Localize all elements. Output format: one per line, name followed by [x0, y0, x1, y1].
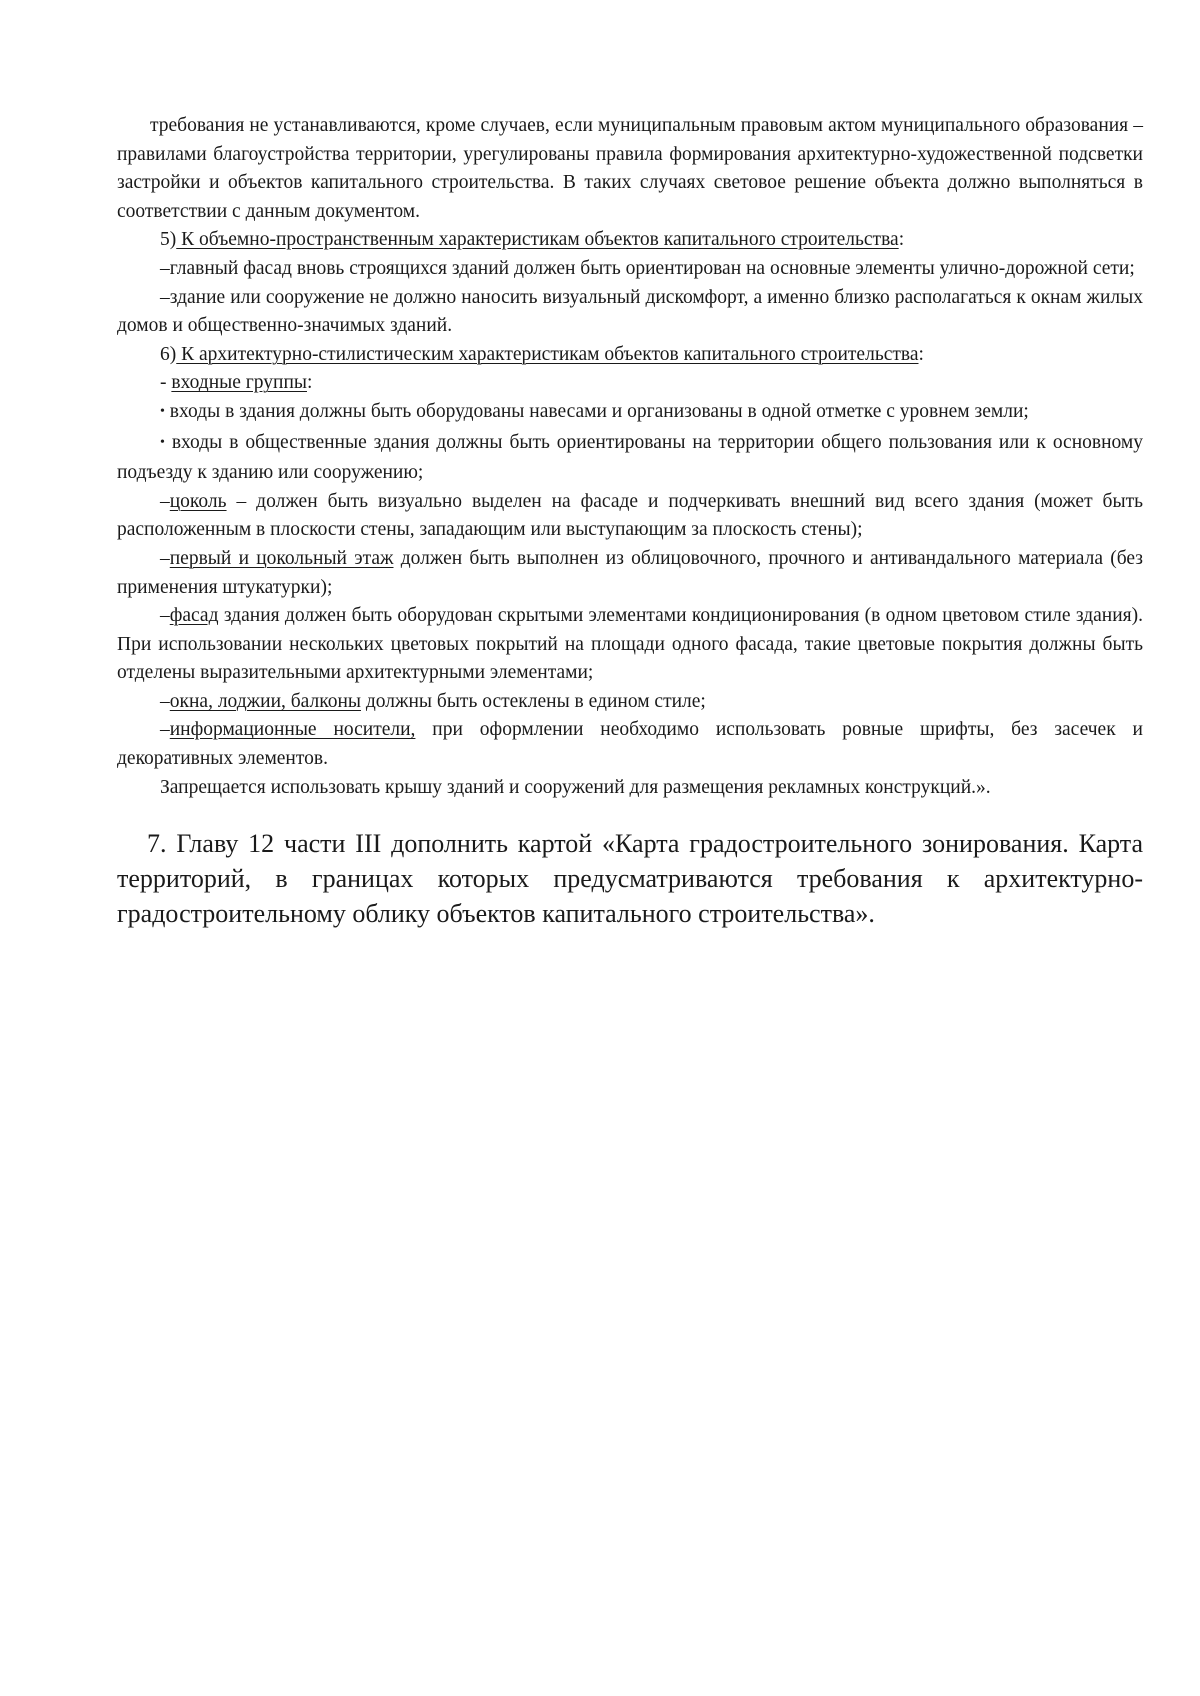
plinth-dash: –	[160, 490, 170, 512]
item-6-title: К архитектурно-стилистическим характеристикам объектов капитального строительства	[176, 343, 919, 365]
info-carriers-text: при оформлении необходимо использовать ровные шрифты, без засечек и декоративных элементов.	[117, 719, 1143, 770]
entry-groups-heading	[117, 369, 1143, 398]
windows-text: должны быть остеклены в едином стиле;	[361, 690, 706, 712]
item-6-heading	[117, 341, 1143, 370]
info-carriers-dash: –	[160, 719, 170, 741]
intro-paragraph: требования не устанавливаются, кроме случаев, если муниципальным правовым актом муниципального образования – правилами благоустройства территории, урегулированы правила формирования архитектурно-художественной подсветки застройки и объектов капитального строительства. В таких случаях световое решение объекта должно выполняться в соответствии с данным документом.	[117, 115, 1143, 222]
bullet-icon: •	[160, 434, 165, 450]
first-floor-text: должен быть выполнен из облицовочного, прочного и антивандального материала (без применения штукатурки);	[117, 547, 1143, 598]
plinth-label: цоколь	[169, 490, 227, 512]
item-7-block	[117, 826, 1143, 931]
bullet-text-2: входы в общественные здания должны быть ориентированы на территории общего пользования или к основному подъезду к зданию или сооружению;	[117, 431, 1144, 484]
item-5-point-2: –здание или сооружение не должно наносить визуальный дискомфорт, а именно близко располагаться к окнам жилых домов и общественно-значимых зданий.	[117, 286, 1143, 337]
bullet-icon: •	[160, 403, 165, 419]
info-carriers-label: информационные носители,	[169, 719, 416, 741]
document-body	[117, 112, 1143, 802]
bullet-item-2	[117, 429, 1143, 488]
first-floor-label: первый и цокольный этаж	[169, 547, 394, 569]
item-5-title: К объемно-пространственным характеристикам объектов капитального строительства	[176, 229, 899, 251]
first-floor-dash: –	[160, 547, 170, 569]
item-7-paragraph: 7. Главу 12 части III дополнить картой «Карта градостроительного зонирования. Карта территорий, в границах которых предусматриваются требования к архитектурно-градостроительному облику объектов капитального строительства».	[117, 829, 1143, 929]
prohibition-paragraph: Запрещается использовать крышу зданий и сооружений для размещения рекламных конструкций.».	[160, 776, 991, 798]
windows-dash: –	[160, 690, 170, 712]
facade-paragraph	[117, 602, 1143, 688]
plinth-paragraph	[117, 488, 1143, 545]
entry-groups-colon: :	[306, 372, 313, 394]
plinth-text: – должен быть визуально выделен на фасаде и подчеркивать внешний вид всего здания (может быть расположенным в плоскости стены, западающим или выступающим за плоскость стены);	[117, 490, 1143, 541]
item-6-colon: :	[918, 343, 924, 365]
first-floor-paragraph	[117, 545, 1143, 602]
item-5-heading	[117, 226, 1143, 255]
bullet-text-1: входы в здания должны быть оборудованы навесами и организованы в одной отметке с уровнем земли;	[169, 400, 1029, 422]
item-5-colon: :	[898, 229, 905, 251]
windows-label: окна, лоджии, балконы	[169, 690, 361, 712]
facade-text: здания должен быть оборудован скрытыми элементами кондиционирования (в одном цветовом стиле здания). При использовании нескольких цветовых покрытий на площади одного фасада, такие цветовые покрытия должны быть отделены выразительными архитектурными элементами;	[117, 605, 1143, 684]
item-5-number: 5)	[160, 229, 177, 251]
entry-groups-label: входные группы	[171, 372, 307, 394]
document-page	[117, 112, 1143, 931]
info-carriers-paragraph	[117, 716, 1143, 773]
bullet-item-1	[117, 398, 1143, 429]
item-5-point-1: –главный фасад вновь строящихся зданий должен быть ориентирован на основные элементы улично-дорожной сети;	[160, 257, 1135, 279]
facade-label: фасад	[169, 605, 219, 627]
windows-paragraph	[117, 688, 1143, 717]
item-6-number: 6)	[160, 343, 177, 365]
facade-dash: –	[160, 605, 170, 627]
entry-groups-prefix: -	[160, 372, 172, 394]
